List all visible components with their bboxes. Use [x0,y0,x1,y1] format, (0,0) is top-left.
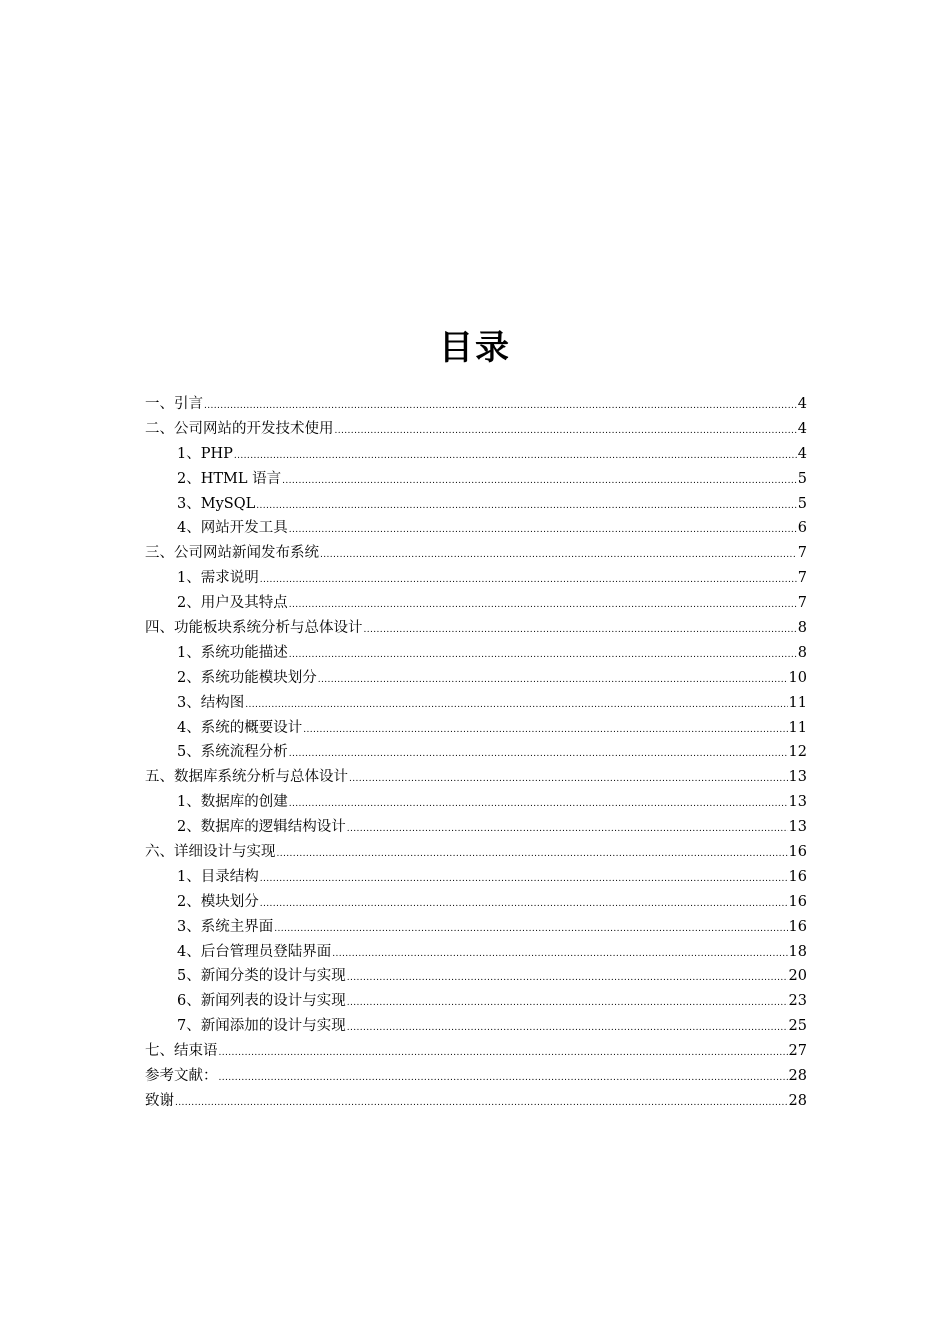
toc-entry[interactable] [145,840,807,865]
toc-entry-title: 2、系统功能模块划分 [177,669,317,686]
toc-entry-title: 4、网站开发工具 [177,520,288,537]
toc-title: 目录 [439,328,511,368]
toc-page-number: 13 [788,819,807,836]
dot-leader [234,444,797,469]
dot-leader [245,693,787,718]
toc-entry[interactable] [145,691,807,716]
toc-entry-title: 1、目录结构 [177,868,259,885]
dot-leader [347,966,788,991]
toc-entry[interactable] [145,815,807,840]
toc-entry[interactable] [145,989,807,1014]
dot-leader [332,942,787,967]
dot-leader [204,394,797,419]
dot-leader [289,593,797,618]
toc-entry[interactable] [145,467,807,492]
toc-entry[interactable] [145,616,807,641]
toc-entry[interactable] [145,641,807,666]
toc-page-number: 11 [788,694,807,711]
toc-entry[interactable] [145,666,807,691]
toc-entry-title: 1、数据库的创建 [177,794,288,811]
dot-leader [289,518,797,543]
dot-leader [260,892,788,917]
toc-entry-title: 5、新闻分类的设计与实现 [177,968,346,985]
toc-page-number: 23 [788,993,807,1010]
dot-leader [277,842,788,867]
dot-leader [289,643,797,668]
toc-entry-title: 七、结束语 [145,1043,218,1060]
dot-leader [347,817,788,842]
toc-entry[interactable] [145,765,807,790]
toc-page-number: 20 [788,968,807,985]
toc-entry-title: 5、系统流程分析 [177,744,288,761]
toc-entry-title: 3、系统主界面 [177,918,274,935]
toc-page-number: 6 [797,520,807,537]
toc-page-number: 5 [797,495,807,512]
toc-entry-title: 2、用户及其特点 [177,595,288,612]
toc-entry[interactable] [145,566,807,591]
dot-leader [282,469,797,494]
toc-page-number: 7 [797,570,807,587]
toc-entry-title: 4、后台管理员登陆界面 [177,943,332,960]
toc-entry-title: 六、详细设计与实现 [145,844,276,861]
toc-entry-title: 五、数据库系统分析与总体设计 [145,769,348,786]
toc-entry-title: 2、模块划分 [177,893,259,910]
toc-entry-title: 3、MySQL [177,495,256,512]
toc-entry[interactable] [145,417,807,442]
dot-leader [303,718,787,743]
dot-leader [347,1016,788,1041]
toc-page-number: 12 [788,744,807,761]
dot-leader [364,618,797,643]
dot-leader [320,543,797,568]
dot-leader [347,991,788,1016]
toc-entry[interactable] [145,1014,807,1039]
toc-entry-title: 4、系统的概要设计 [177,719,303,736]
toc-page-number: 27 [788,1043,807,1060]
dot-leader [175,1091,788,1116]
toc-entry[interactable] [145,740,807,765]
toc-entry-title: 三、公司网站新闻发布系统 [145,545,319,562]
toc-entry[interactable] [145,492,807,517]
toc-entry[interactable] [145,890,807,915]
toc-entry[interactable] [145,964,807,989]
toc-page-number: 18 [788,943,807,960]
toc-page-number: 4 [797,445,807,462]
toc-entry[interactable] [145,392,807,417]
toc-entry-title: 四、功能板块系统分析与总体设计 [145,620,363,637]
toc-entry-title: 致谢 [145,1092,174,1109]
toc-entry[interactable] [145,790,807,815]
toc-page-number: 25 [788,1018,807,1035]
toc-page-number: 4 [797,396,807,412]
toc-page-number: 16 [788,844,807,861]
toc-entry-title: 一、引言 [145,396,203,412]
toc-entry[interactable] [145,940,807,965]
dot-leader [219,1066,788,1091]
dot-leader [260,867,788,892]
toc-page-number: 16 [788,918,807,935]
toc-page-number: 13 [788,794,807,811]
toc-entry[interactable] [145,1089,807,1114]
toc-entry-title: 2、HTML 语言 [177,470,282,487]
toc-page-number: 10 [788,669,807,686]
dot-leader [256,494,797,519]
toc-page-number: 5 [797,470,807,487]
dot-leader [349,767,788,792]
toc-entry-title: 3、结构图 [177,694,245,711]
toc-entry-title: 二、公司网站的开发技术使用 [145,420,334,437]
toc-page-number: 7 [797,595,807,612]
toc-entry-title: 2、数据库的逻辑结构设计 [177,819,346,836]
dot-leader [289,742,788,767]
dot-leader [219,1041,788,1066]
toc-page-number: 8 [797,644,807,661]
toc-entry[interactable] [145,716,807,741]
toc-page-number: 16 [788,868,807,885]
toc-page-number: 11 [788,719,807,736]
toc-entry-title: 1、需求说明 [177,570,259,587]
dot-leader [274,917,787,942]
toc-entry[interactable] [145,516,807,541]
toc-entry-title: 参考文献： [145,1068,218,1085]
toc-page-number: 7 [797,545,807,562]
toc-entry[interactable] [145,1064,807,1089]
toc-page-number: 28 [788,1092,807,1109]
dot-leader [260,568,797,593]
toc-entry-title: 6、新闻列表的设计与实现 [177,993,346,1010]
toc-entry[interactable] [145,865,807,890]
toc-entry-title: 7、新闻添加的设计与实现 [177,1018,346,1035]
dot-leader [318,668,788,693]
toc-entry[interactable] [145,1039,807,1064]
toc-entry[interactable] [145,541,807,566]
toc-entry[interactable] [145,915,807,940]
toc-page-number: 16 [788,893,807,910]
toc-entry[interactable] [145,591,807,616]
toc-entry-title: 1、系统功能描述 [177,644,288,661]
toc-page-number: 4 [797,420,807,437]
toc-entry-title: 1、PHP [177,445,233,462]
table-of-contents [145,392,807,1114]
dot-leader [289,792,788,817]
toc-page-number: 8 [797,620,807,637]
toc-page-number: 28 [788,1068,807,1085]
toc-page-number: 13 [788,769,807,786]
dot-leader [335,419,797,444]
toc-entry[interactable] [145,442,807,467]
